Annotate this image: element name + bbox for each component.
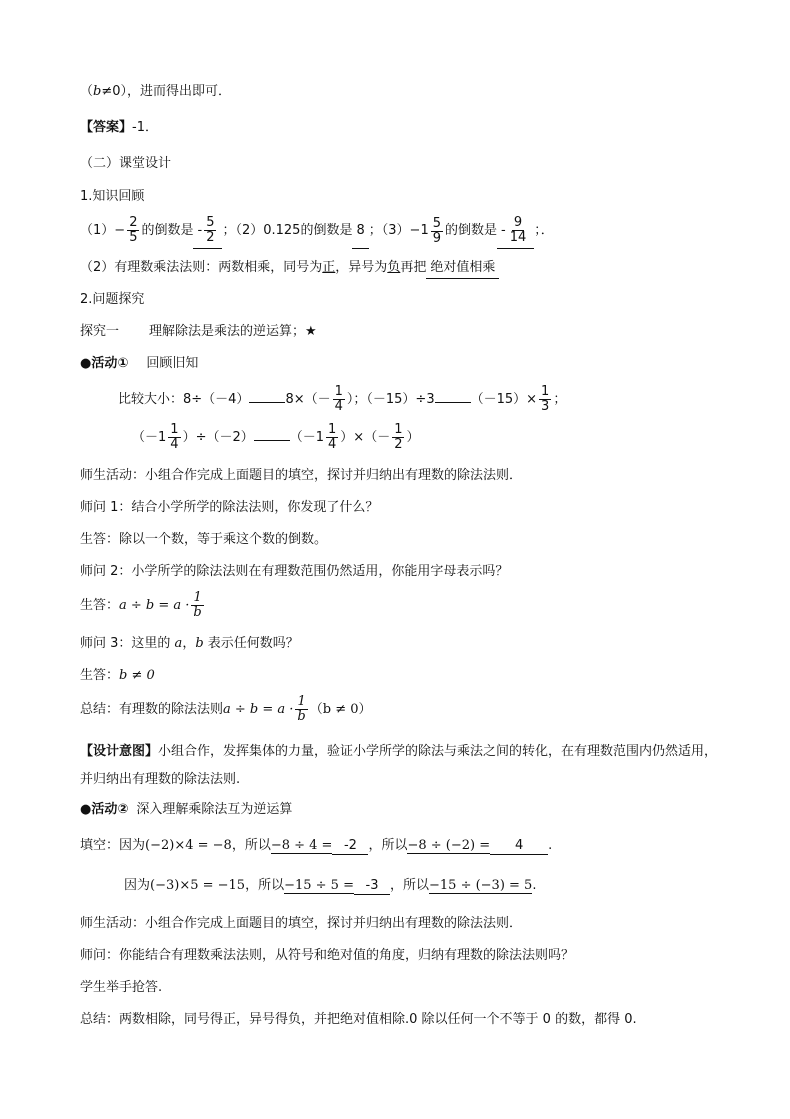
teacher-question-3: 师问 3：这里的 a，b 表示任何数吗？ <box>80 636 299 651</box>
activity-two: ●活动② 深入理解乘除法互为逆运算 <box>80 802 293 817</box>
student-answer-2: 生答：a ÷ b = a · $\frac{1}{b}$ <box>80 590 202 620</box>
explore-one: 探究一 理解除法是乘法的逆运算；★ <box>80 324 317 339</box>
review-line: （1）− $\frac{2}{5}$ 的倒数是 - $\frac{5}{2}$ ；（2）0.125的倒数是 8 ；（3）− 1 $\frac{5}{9}$ 的倒数是 - $\frac{9}{14}$ ；． <box>80 214 730 249</box>
summary-1: 总结：有理数的除法法则a ÷ b = a · $\frac{1}{b}$ （b ≠ 0） <box>80 694 372 724</box>
answer-blank: - $\frac{5}{2}$ <box>193 214 222 249</box>
section-heading: （二）课堂设计 <box>80 156 172 171</box>
design-intent: 【设计意图】小组合作，发挥集体的力量，验证小学所学的除法与乘法之间的转化，在有理数范围内仍然适用，并归纳出有理数的除法法则. <box>80 744 718 787</box>
heading-review: 1.知识回顾 <box>80 189 145 204</box>
fill-blank[interactable]: -2 <box>332 838 368 855</box>
teacher-question-2: 师问 2：小学所学的除法法则在有理数范围仍然适用，你能用字母表示吗？ <box>80 564 509 579</box>
teacher-question-1: 师问 1：结合小学所学的除法法则，你发现了什么？ <box>80 500 379 515</box>
mixed-number: 1 $\frac{5}{9}$ <box>420 215 441 246</box>
answer-tag: 【答案】 <box>80 120 133 135</box>
fill-blank[interactable]: 4 <box>490 838 548 855</box>
answer-line <box>80 118 730 138</box>
fill-blank[interactable]: -3 <box>354 878 390 895</box>
fill-line-1: 填空：因为(−2)×4 = −8，所以−8 ÷ 4 = -2 ，所以−8 ÷ (−2) = 4 . <box>80 838 553 853</box>
compare-line-1: 比较大小：8÷（－4） 8×（－ $\frac{1}{4}$ ）；（－15）÷3 （－15）× $\frac{1}{3}$ ； <box>118 384 567 414</box>
summary-2: 总结：两数相除，同号得正，异号得负，并把绝对值相除.0 除以任何一个不等于 0 的数，都得 0. <box>80 1012 637 1027</box>
compare-line-2: （－1 $\frac{1}{4}$ ）÷（－2） （－1 $\frac{1}{4}$ ）×（－ $\frac{1}{2}$ ） <box>132 422 420 452</box>
student-answer-1: 生答：除以一个数，等于乘这个数的倒数。 <box>80 532 328 547</box>
multiplication-rule: （2）有理数乘法法则：两数相乘，同号为正，异号为负再把 绝对值相乘 <box>80 258 730 279</box>
compare-blank[interactable] <box>435 402 471 403</box>
compare-blank[interactable] <box>249 402 285 403</box>
teacher-student-activity-2: 师生活动：小组合作完成上面题目的填空，探讨并归纳出有理数的除法法则． <box>80 916 523 931</box>
compare-blank[interactable] <box>254 440 290 441</box>
student-answer-3: 生答：b ≠ 0 <box>80 668 155 683</box>
text-line-bne0: （b≠0），进而得出即可． <box>80 84 232 99</box>
teacher-question-4: 师问：你能结合有理数乘法法则，从符号和绝对值的角度，归纳有理数的除法法则吗？ <box>80 948 575 963</box>
answer-blank: - $\frac{9}{14}$ <box>497 214 534 249</box>
fraction: $\frac{2}{5}$ <box>129 215 138 245</box>
teacher-student-activity: 师生活动：小组合作完成上面题目的填空，探讨并归纳出有理数的除法法则． <box>80 468 523 483</box>
student-response: 学生举手抢答. <box>80 980 163 995</box>
fill-line-2: 因为(−3)×5 = −15，所以−15 ÷ 5 = -3 ，所以−15 ÷ (−3) = 5. <box>124 878 537 893</box>
answer-blank: 8 <box>352 214 368 249</box>
heading-explore: 2.问题探究 <box>80 292 145 307</box>
activity-one: ●活动① 回顾旧知 <box>80 356 199 371</box>
answer-value: -1． <box>132 120 158 135</box>
